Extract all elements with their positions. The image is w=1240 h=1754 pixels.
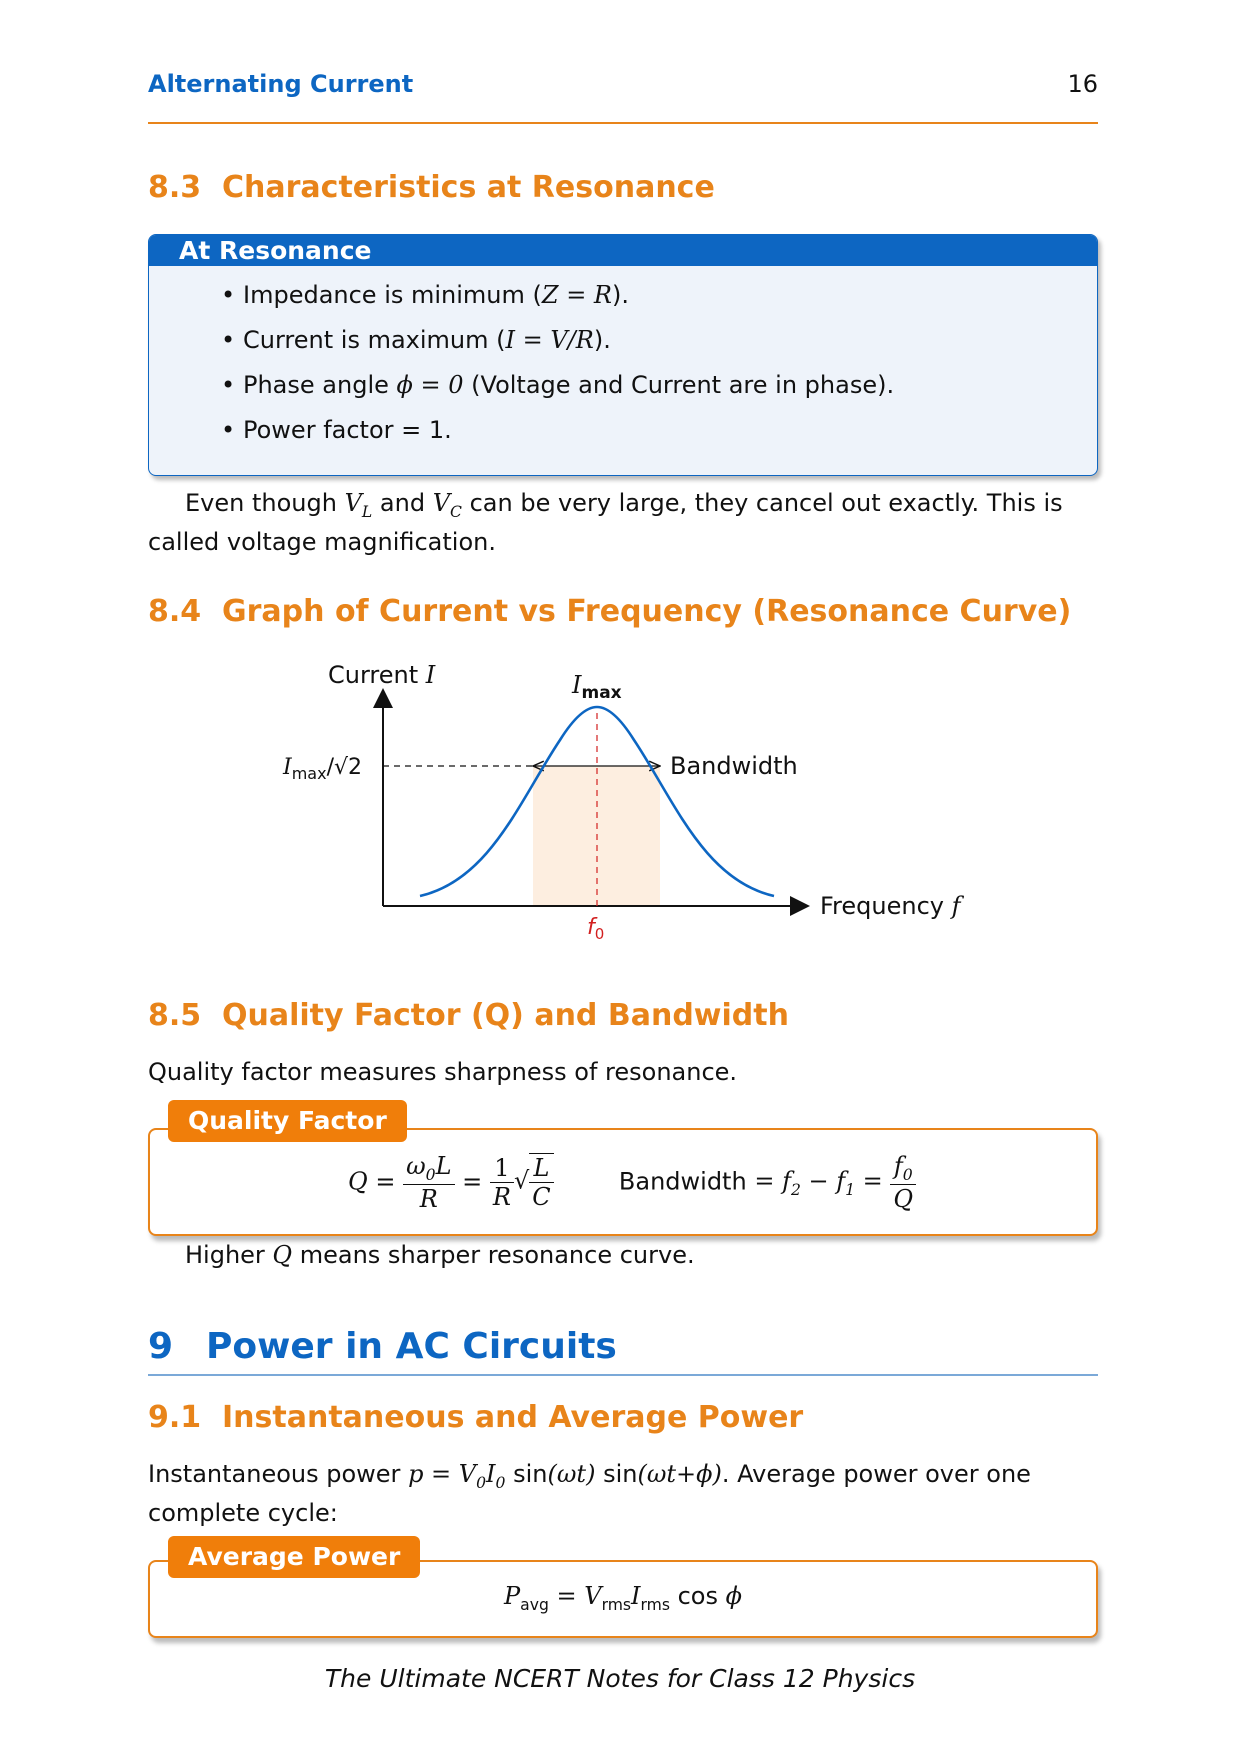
box-title: At Resonance <box>149 235 1097 266</box>
page-number: 16 <box>1067 70 1098 98</box>
header-title: Alternating Current <box>148 70 414 98</box>
page-footer: The Ultimate NCERT Notes for Class 12 Physics <box>324 1664 916 1693</box>
half-power-label: $I_{max}/√2$ <box>283 755 362 783</box>
paragraph-instantaneous-power: Instantaneous power $p = V_0I_0$ sin(ωt) sin(ωt+ϕ). Average power over one complete cycle: <box>148 1460 1031 1527</box>
bullet-impedance: • Impedance is minimum (Z = R). <box>243 281 629 309</box>
paragraph-sharper-curve: Higher Q means sharper resonance curve. <box>185 1241 695 1269</box>
bullet-current: • Current is maximum (I = V/R). <box>243 326 611 354</box>
x-axis-label: Frequency f <box>820 892 961 920</box>
paragraph-voltage-magnification: Even though $V_L$ and $V_C$ can be very large, they cancel out exactly. This is called voltage magnification. <box>148 489 1063 556</box>
paragraph-quality-factor: Quality factor measures sharpness of resonance. <box>148 1058 738 1086</box>
section-heading-8-3: 8.3 Characteristics at Resonance <box>148 170 715 205</box>
bullet-phase: • Phase angle ϕ = 0 (Voltage and Current are in phase). <box>243 371 894 399</box>
section-heading-9-1: 9.1 Instantaneous and Average Power <box>148 1400 804 1435</box>
bandwidth-formula-label: Bandwidth <box>618 1167 747 1196</box>
section-heading-8-5: 8.5 Quality Factor (Q) and Bandwidth <box>148 998 789 1033</box>
bandwidth-label: Bandwidth <box>670 752 798 780</box>
average-power-formula: $P_{avg} = V_{rms}I_{rms}$ cos ϕ <box>504 1582 742 1614</box>
bullet-power-factor: • Power factor = 1. <box>243 416 452 444</box>
resonance-curve-chart <box>0 650 1240 990</box>
page-header <box>148 66 1098 124</box>
at-resonance-box <box>148 234 1098 476</box>
average-power-tag: Average Power <box>168 1536 420 1578</box>
quality-factor-box <box>148 1128 1098 1236</box>
section-heading-8-4: 8.4 Graph of Current vs Frequency (Resonance Curve) <box>148 594 1072 629</box>
quality-factor-formula: Q = $\frac{\omega_0L}{R}$ = $\frac{1}{R}$ √ $\frac{L}{C}$ Bandwidth = $f_2 - f_1$ = $\frac{f_0}{Q}$ <box>348 1152 916 1213</box>
chapter-heading-9: 9 Power in AC Circuits <box>148 1326 1098 1376</box>
resonant-frequency-label: $f_0$ <box>587 915 605 943</box>
peak-label: $I_{max}$ <box>572 671 622 703</box>
y-axis-label: Current I <box>328 661 436 689</box>
quality-factor-tag: Quality Factor <box>168 1100 407 1142</box>
